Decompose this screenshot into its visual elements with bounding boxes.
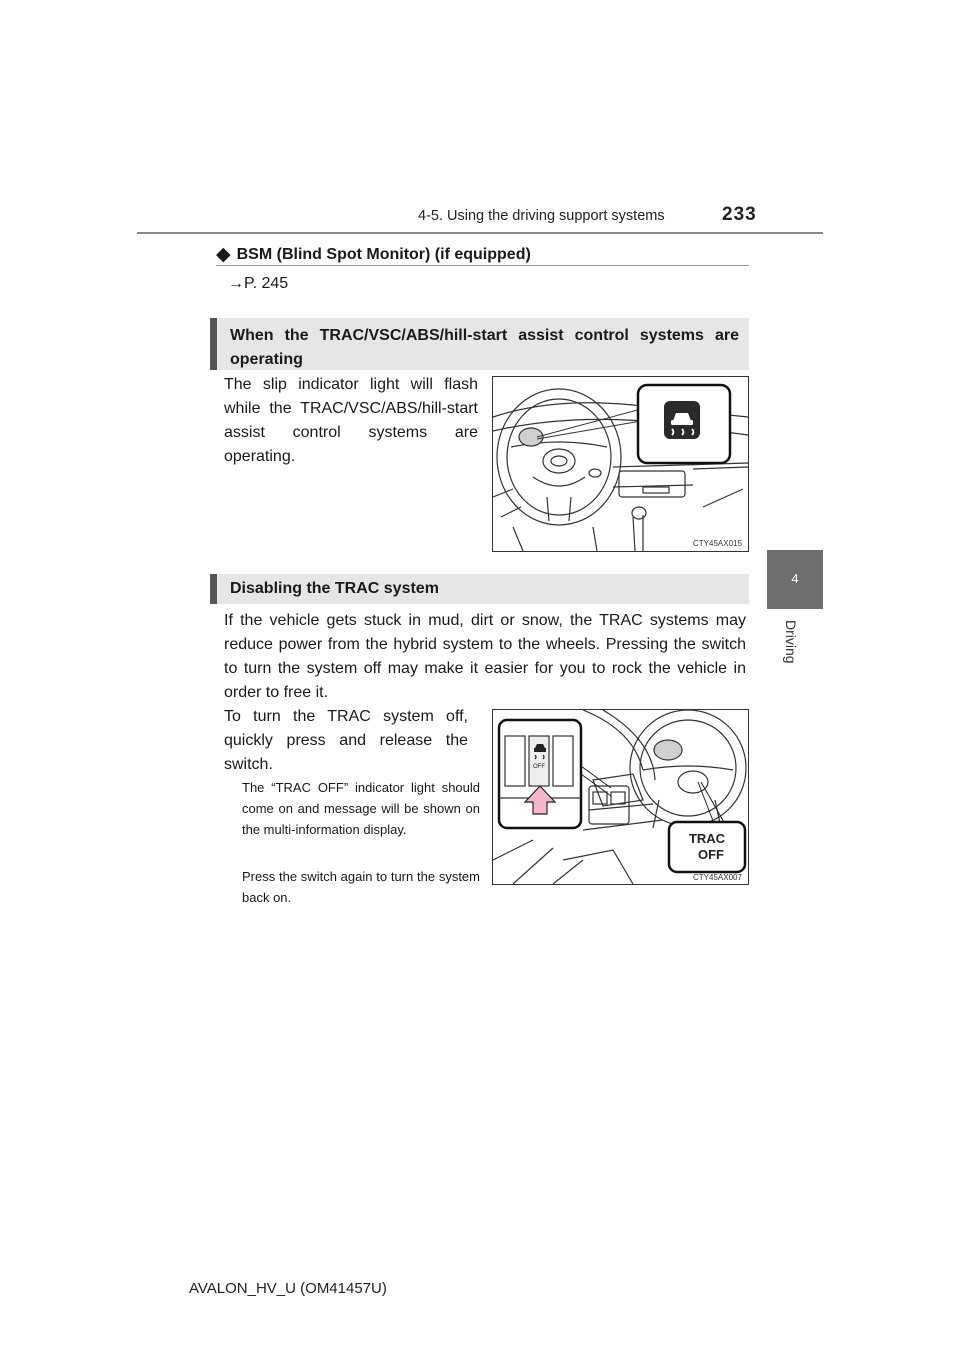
document-id: AVALON_HV_U (OM41457U) [189,1280,387,1297]
disable-body-text-2: To turn the TRAC system off, quickly press and release the switch. [224,708,468,773]
slip-indicator-figure [492,376,749,552]
bsm-heading: ◆ BSM (Blind Spot Monitor) (if equipped) [216,244,531,265]
svg-text:OFF: OFF [533,764,545,770]
svg-text:TRAC: TRAC [688,831,726,846]
svg-text:OFF: OFF [698,847,724,862]
trac-switch-figure [492,709,749,885]
svg-text:CTY45AX007: CTY45AX007 [693,873,742,882]
disable-note-2: Press the switch again to turn the system back on. [242,869,480,905]
chapter-number: 4 [791,571,799,586]
header-divider [137,232,823,234]
disable-note-1: The “TRAC OFF” indicator light should come on and message will be shown on the multi-information display. [242,780,480,837]
bsm-heading-rule [216,265,749,266]
diamond-bullet-icon: ◆ [216,244,231,265]
bsm-page-reference[interactable]: →P. 245 [228,275,289,292]
section-heading-operating: When the TRAC/VSC/ABS/hill-start assist control systems are operating [210,318,749,370]
section-heading-disable: Disabling the TRAC system [210,574,749,604]
slip-indicator-icon [664,401,700,439]
page-number: 233 [722,204,757,225]
disable-body-text-1: If the vehicle gets stuck in mud, dirt or snow, the TRAC systems may reduce power from the hybrid system to the wheels. Pressing the switch to turn the system off may make it easier for you to rock the vehicle in order to free it. [224,612,746,701]
svg-text:CTY45AX015: CTY45AX015 [693,539,742,548]
operating-body-text: The slip indicator light will flash while the TRAC/VSC/ABS/hill-start assist control systems are operating. [224,376,478,465]
running-header-section: 4-5. Using the driving support systems [418,208,665,224]
chapter-label: Driving [783,620,799,664]
